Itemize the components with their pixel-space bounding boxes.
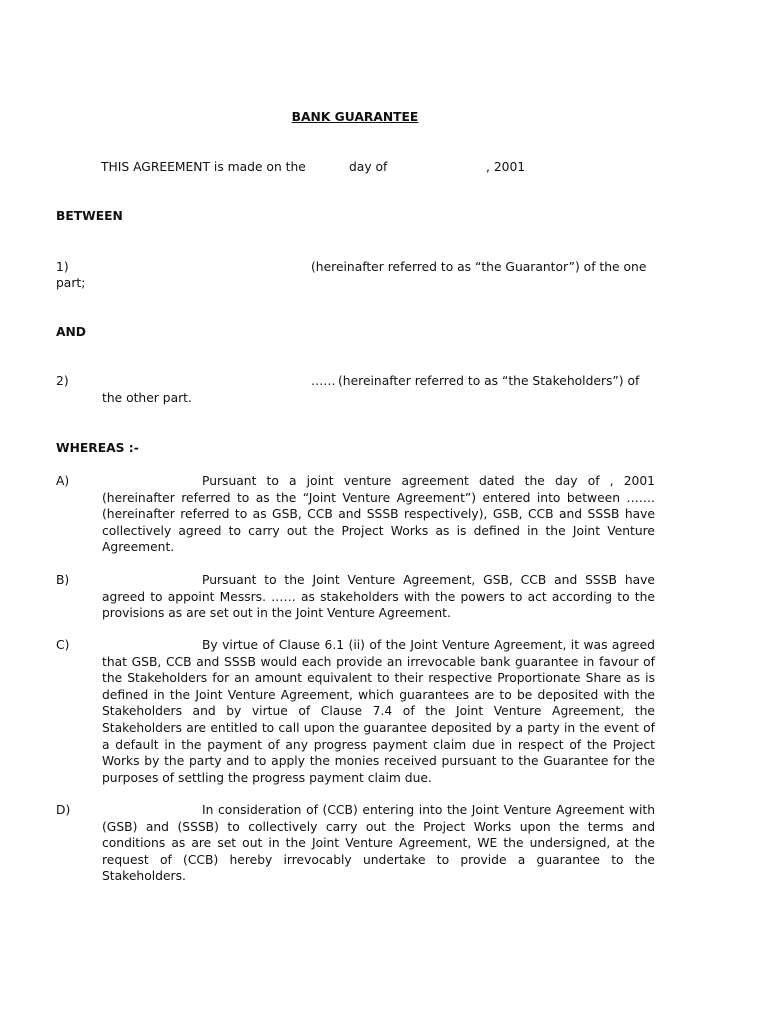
clause-b-body: Pursuant to the Joint Venture Agreement, GSB, CCB and SSSB have agreed to appoint Messrs. …… as stakeholders with the powers to act according to the provisions as are set out in the Joint Venture Agreement. [102, 573, 655, 621]
agreement-day-label: day of [349, 160, 388, 174]
clause-c-body: By virtue of Clause 6.1 (ii) of the Joint Venture Agreement, it was agreed that GSB, CCB and SSSB would each provide an irrevocable bank guarantee in favour of the Stakeholders for an amount equivalent to their respective Proportionate Share as is defined in the Joint Venture Agreement, which guarantees are to be deposited with the Stakeholders and by virtue of Clause 7.4 of the Joint Venture Agreement, the Stakeholders are entitled to call upon the guarantee deposited by a party in the event of a default in the payment of any progress payment claim due in respect of the Project Works by the party and to apply the monies received pursuant to the Guarantee for the purposes of settling the progress payment claim due. [102, 638, 655, 785]
clause-a-label: A) [56, 474, 70, 488]
party2-number: 2) [56, 374, 69, 388]
clause-a-text [102, 473, 655, 556]
clause-d-text [102, 802, 655, 885]
clause-d-label: D) [56, 803, 71, 817]
clause-a-body: Pursuant to a joint venture agreement dated the day of , 2001 (hereinafter referred to as the “Joint Venture Agreement”) entered into between …….(hereinafter referred to as GSB, CCB and SSSB respectively), GSB, CCB and SSSB have collectively agreed to carry out the Project Works as is defined in the Joint Venture Agreement. [102, 474, 655, 555]
agreement-prefix: THIS AGREEMENT is made on the [101, 160, 306, 174]
clause-c-text [102, 637, 655, 786]
party2-dots: …… [311, 374, 336, 388]
party2-text: (hereinafter referred to as “the Stakeholders”) of [338, 374, 640, 388]
clause-b-text [102, 572, 655, 622]
document-title: BANK GUARANTEE [291, 110, 419, 124]
party1-continuation: part; [56, 276, 86, 290]
clause-d-body: In consideration of (CCB) entering into the Joint Venture Agreement with (GSB) and (SSSB) to collectively carry out the Project Works upon the terms and conditions as are set out in the Joint Venture Agreement, WE the undersigned, at the request of (CCB) hereby irrevocably undertake to provide a guarantee to the Stakeholders. [102, 803, 655, 884]
party2-continuation: the other part. [102, 391, 192, 405]
between-heading: BETWEEN [56, 209, 123, 223]
agreement-year: , 2001 [486, 160, 526, 174]
clause-c-label: C) [56, 638, 70, 652]
whereas-heading: WHEREAS :- [56, 441, 139, 455]
clause-b-label: B) [56, 573, 70, 587]
party1-number: 1) [56, 260, 69, 274]
party1-text: (hereinafter referred to as “the Guarantor”) of the one [311, 260, 647, 274]
and-heading: AND [56, 325, 87, 339]
